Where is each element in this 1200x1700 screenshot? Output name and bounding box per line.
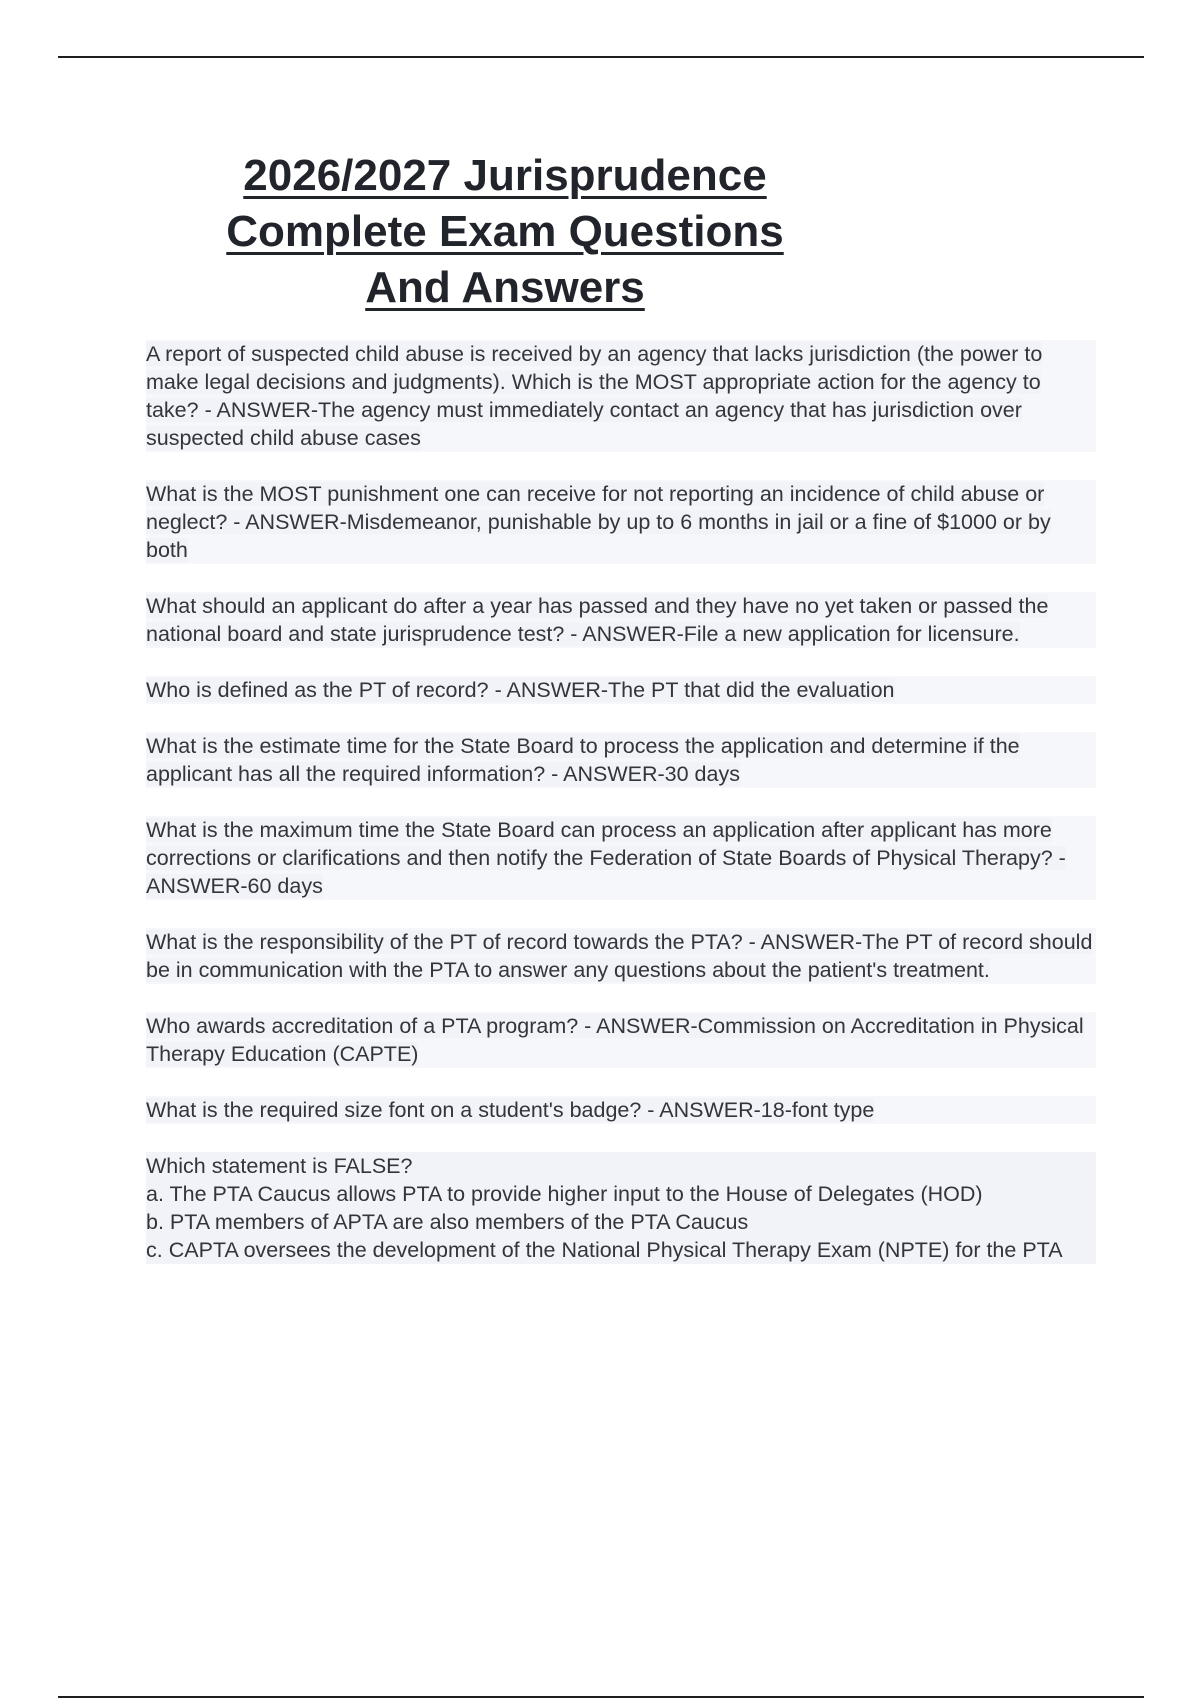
qa-item: What is the MOST punishment one can receive for not reporting an incidence of child abuse or neglect? - ANSWER-Misdemeanor, punishable by up to 6 months in jail or a fine of $1000 or by both — [146, 480, 1096, 564]
title-line: And Answers — [365, 263, 645, 312]
qa-item: What is the responsibility of the PT of record towards the PTA? - ANSWER-The PT of record should be in communication with the PTA to answer any questions about the patient's treatment. — [146, 928, 1096, 984]
answer-option: c. CAPTA oversees the development of the National Physical Therapy Exam (NPTE) for the PTA — [146, 1236, 1096, 1264]
answer-option: b. PTA members of APTA are also members of the PTA Caucus — [146, 1208, 1096, 1236]
qa-item: What should an applicant do after a year has passed and they have no yet taken or passed the national board and state jurisprudence test? - ANSWER-File a new application for licensure. — [146, 592, 1096, 648]
answer-option: a. The PTA Caucus allows PTA to provide higher input to the House of Delegates (HOD) — [146, 1180, 1096, 1208]
qa-item: A report of suspected child abuse is received by an agency that lacks jurisdiction (the power to make legal decisions and judgments). Which is the MOST appropriate action for the agency to take? - ANSWER-The agency must immediately contact an agency that has jurisdiction over suspected child abuse cases — [146, 340, 1096, 452]
qa-item: What is the estimate time for the State Board to process the application and determine if the applicant has all the required information? - ANSWER-30 days — [146, 732, 1096, 788]
multiple-choice-question — [146, 1152, 1096, 1264]
bottom-rule — [58, 1696, 1144, 1698]
qa-item: Who is defined as the PT of record? - ANSWER-The PT that did the evaluation — [146, 676, 1096, 704]
title-line: Complete Exam Questions — [226, 207, 784, 256]
qa-list — [146, 340, 1096, 1292]
qa-item: What is the maximum time the State Board can process an application after applicant has more corrections or clarifications and then notify the Federation of State Boards of Physical Therapy? - ANSWER-60 days — [146, 816, 1096, 900]
qa-item: What is the required size font on a student's badge? - ANSWER-18-font type — [146, 1096, 1096, 1124]
qa-item: Who awards accreditation of a PTA program? - ANSWER-Commission on Accreditation in Physical Therapy Education (CAPTE) — [146, 1012, 1096, 1068]
page-title — [150, 148, 860, 316]
title-line: 2026/2027 Jurisprudence — [243, 151, 767, 200]
top-rule — [58, 56, 1144, 58]
question-stem: Which statement is FALSE? — [146, 1152, 1096, 1180]
